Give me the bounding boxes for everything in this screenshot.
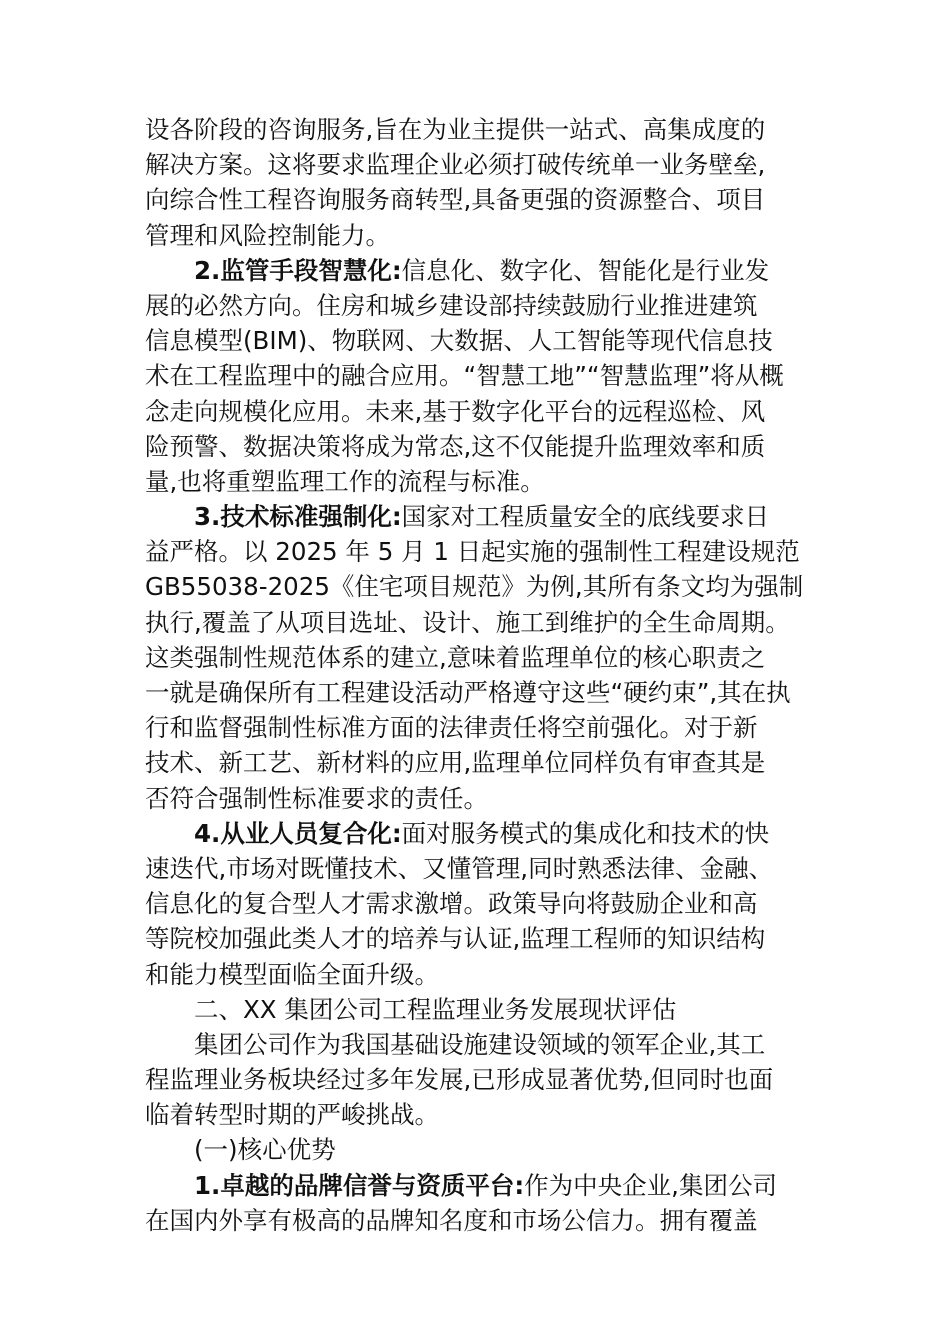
section-heading-bold: 3.技术标准强制化: [194,502,402,532]
section-heading-line [145,816,815,851]
section-heading-line [145,253,815,288]
text-line: 信息化的复合型人才需求激增。政策导向将鼓励企业和高 [145,889,758,919]
text-line: 益严格。以 2025 年 5 月 1 日起实施的强制性工程建设规范 [145,537,800,567]
section-heading-line [145,499,815,534]
section-heading-line [145,1168,815,1203]
text-line: 行和监督强制性标准方面的法律责任将空前强化。对于新 [145,713,758,743]
section-heading-bold: 1.卓越的品牌信誉与资质平台: [194,1170,525,1200]
text-line: 解决方案。这将要求监理企业必须打破传统单一业务壁垒, [145,150,766,180]
text-line: 设各阶段的咨询服务,旨在为业主提供一站式、高集成度的 [145,115,766,144]
section-heading-bold: 2.监管手段智慧化: [194,255,402,285]
section-heading-bold: 4.从业人员复合化: [194,818,402,848]
text-line: 向综合性工程咨询服务商转型,具备更强的资源整合、项目 [145,185,766,215]
text-line: 等院校加强此类人才的培养与认证,监理工程师的知识结构 [145,924,766,954]
text-line: 程监理业务板块经过多年发展,已形成显著优势,但同时也面 [145,1065,774,1095]
text-line: 险预警、数据决策将成为常态,这不仅能提升监理效率和质 [145,431,766,461]
text-line: 一就是确保所有工程建设活动严格遵守这些“硬约束”,其在执 [145,678,791,707]
text-line: 速迭代,市场对既懂技术、又懂管理,同时熟悉法律、金融、 [145,853,774,883]
text-line: 展的必然方向。住房和城乡建设部持续鼓励行业推进建筑 [145,290,758,320]
text-line: 术在工程监理中的融合应用。“智慧工地”“智慧监理”将从概 [145,361,784,391]
text-line: 念走向规模化应用。未来,基于数字化平台的远程巡检、风 [145,396,766,426]
text-line: 否符合强制性标准要求的责任。 [145,783,488,813]
section-heading-text: 信息化、数字化、智能化是行业发 [401,255,770,285]
text-line: 技术、新工艺、新材料的应用,监理单位同样负有审查其是 [145,748,766,778]
text-line: 这类强制性规范体系的建立,意味着监理单位的核心职责之 [145,642,766,672]
document-page [145,112,815,1238]
text-line: 和能力模型面临全面升级。 [145,959,439,989]
text-line: 信息模型(BIM)、物联网、大数据、人工智能等现代信息技 [145,326,773,356]
text-line: GB55038-2025《住宅项目规范》为例,其所有条文均为强制 [145,572,804,602]
subsection-heading: (一)核心优势 [194,1135,336,1165]
chapter-heading: 二、XX 集团公司工程监理业务发展现状评估 [194,994,677,1024]
text-line: 量,也将重塑监理工作的流程与标准。 [145,466,545,496]
text-line: 集团公司作为我国基础设施建设领域的领军企业,其工 [194,1029,766,1059]
text-line: 临着转型时期的严峻挑战。 [145,1100,439,1130]
section-heading-text: 国家对工程质量安全的底线要求日 [401,502,770,532]
section-heading-text: 作为中央企业,集团公司 [524,1170,777,1200]
section-heading-text: 面对服务模式的集成化和技术的快 [401,818,770,848]
text-line: 在国内外享有极高的品牌知名度和市场公信力。拥有覆盖 [145,1205,758,1235]
text-line: 执行,覆盖了从项目选址、设计、施工到维护的全生命周期。 [145,607,790,637]
text-line: 管理和风险控制能力。 [145,220,390,250]
